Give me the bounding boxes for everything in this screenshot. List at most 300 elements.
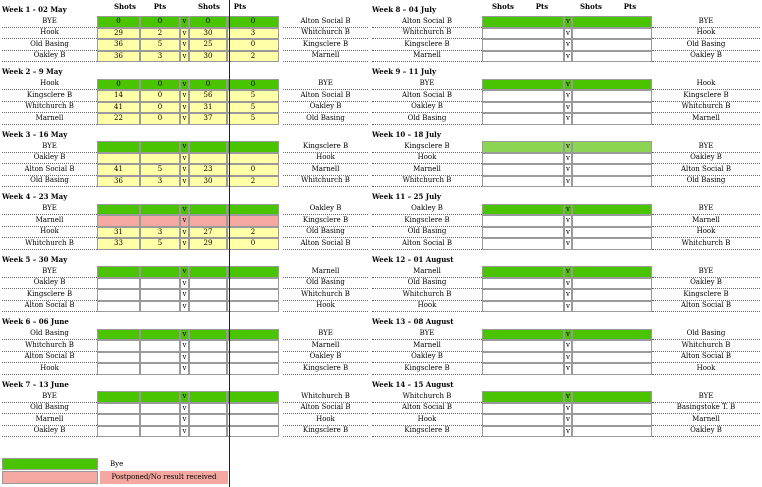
fixture-home-team: Kingsclere B — [372, 141, 482, 153]
versus-marker: v — [180, 164, 189, 176]
fixture-away-team: Hook — [652, 28, 760, 40]
fixture-away-team: Old Basing — [283, 227, 368, 239]
home-points — [140, 426, 180, 438]
fixture-home-team: Oakley B — [2, 278, 97, 290]
fixture-away-team: Oakley B — [652, 51, 760, 63]
home-scores — [482, 153, 564, 165]
away-points: 0 — [227, 79, 279, 91]
home-shots — [97, 340, 140, 352]
versus-marker: v — [180, 16, 189, 28]
versus-marker: v — [564, 238, 572, 250]
fixture-home-team: Old Basing — [372, 113, 482, 125]
home-shots: 22 — [97, 113, 140, 125]
versus-marker: v — [180, 301, 189, 313]
versus-marker: v — [564, 141, 572, 153]
fixture-away-team: Whitchurch B — [283, 391, 368, 403]
versus-marker: v — [180, 102, 189, 114]
away-shots: 25 — [189, 39, 227, 51]
home-scores — [482, 39, 564, 51]
fixture-home-team: Marnell — [2, 113, 97, 125]
fixture-away-team: Whitchurch B — [283, 28, 368, 40]
column-divider-line — [229, 0, 230, 487]
away-shots: 30 — [189, 28, 227, 40]
week-title: Week 9 – 11 July — [372, 67, 437, 76]
versus-marker: v — [180, 266, 189, 278]
home-points — [140, 340, 180, 352]
away-shots: 30 — [189, 176, 227, 188]
away-scores — [572, 363, 652, 375]
fixture-home-team: Whitchurch B — [2, 102, 97, 114]
home-points — [140, 403, 180, 415]
fixture-away-team: Oakley B — [652, 426, 760, 438]
versus-marker: v — [180, 391, 189, 403]
home-scores — [482, 102, 564, 114]
home-scores — [482, 141, 564, 153]
fixture-away-team: Marnell — [652, 414, 760, 426]
fixture-away-team: Whitchurch B — [652, 102, 760, 114]
versus-marker: v — [564, 113, 572, 125]
fixture-home-team: Alton Social B — [2, 352, 97, 364]
fixture-away-team: Whitchurch B — [283, 289, 368, 301]
home-shots — [97, 153, 140, 165]
home-scores — [482, 329, 564, 341]
home-points — [140, 141, 180, 153]
versus-marker: v — [180, 329, 189, 341]
fixture-home-team: Kingsclere B — [2, 289, 97, 301]
away-points — [227, 352, 279, 364]
fixture-home-team: Whitchurch B — [372, 28, 482, 40]
versus-marker: v — [180, 51, 189, 63]
home-shots: 36 — [97, 39, 140, 51]
home-points — [140, 301, 180, 313]
week-title: Week 13 – 08 August — [372, 317, 454, 326]
home-scores — [482, 215, 564, 227]
week-title: Week 5 – 30 May — [2, 254, 68, 264]
fixture-home-team: Hook — [372, 301, 482, 313]
versus-marker: v — [180, 289, 189, 301]
home-points: 0 — [140, 16, 180, 28]
home-shots — [97, 391, 140, 403]
away-scores — [572, 426, 652, 438]
home-shots — [97, 289, 140, 301]
away-shots — [189, 403, 227, 415]
versus-marker: v — [180, 153, 189, 165]
away-scores — [572, 16, 652, 28]
away-points — [227, 153, 279, 165]
home-scores — [482, 266, 564, 278]
away-shots: 31 — [189, 102, 227, 114]
versus-marker: v — [564, 289, 572, 301]
fixture-home-team: Marnell — [372, 266, 482, 278]
away-scores — [572, 289, 652, 301]
home-points: 5 — [140, 164, 180, 176]
fixture-home-team: Kingsclere B — [372, 426, 482, 438]
away-scores — [572, 79, 652, 91]
fixture-home-team: Alton Social B — [372, 238, 482, 250]
fixture-away-team: Whitchurch B — [652, 238, 760, 250]
versus-marker: v — [180, 352, 189, 364]
week-title: Week 8 – 04 July — [372, 4, 437, 14]
fixture-home-team: Hook — [372, 153, 482, 165]
versus-marker: v — [564, 28, 572, 40]
away-shots: 0 — [189, 16, 227, 28]
versus-marker: v — [564, 227, 572, 239]
home-shots — [97, 352, 140, 364]
home-scores — [482, 289, 564, 301]
fixture-away-team: Marnell — [283, 51, 368, 63]
home-scores — [482, 227, 564, 239]
away-shots: 23 — [189, 164, 227, 176]
fixture-home-team: Alton Social B — [372, 90, 482, 102]
fixture-away-team: BYE — [652, 266, 760, 278]
fixture-away-team: Oakley B — [283, 352, 368, 364]
fixture-home-team: BYE — [2, 16, 97, 28]
fixture-home-team: Hook — [372, 414, 482, 426]
fixture-home-team: Oakley B — [2, 153, 97, 165]
home-points — [140, 391, 180, 403]
fixture-home-team: Kingsclere B — [2, 90, 97, 102]
home-points — [140, 329, 180, 341]
fixture-home-team: Alton Social B — [372, 16, 482, 28]
home-points: 3 — [140, 227, 180, 239]
fixture-away-team: Old Basing — [652, 39, 760, 51]
home-scores — [482, 51, 564, 63]
versus-marker: v — [564, 79, 572, 91]
away-points — [227, 266, 279, 278]
fixture-home-team: Alton Social B — [2, 301, 97, 313]
away-shots — [189, 414, 227, 426]
fixture-away-team: Kingsclere B — [283, 426, 368, 438]
away-points: 3 — [227, 28, 279, 40]
fixture-away-team: Alton Social B — [283, 90, 368, 102]
home-shots — [97, 204, 140, 216]
fixture-home-team: Whitchurch B — [2, 340, 97, 352]
column-header-home-shots: Shots — [114, 2, 136, 11]
versus-marker: v — [180, 141, 189, 153]
week-title: Week 4 – 23 May — [2, 192, 68, 201]
versus-marker: v — [180, 39, 189, 51]
home-points: 0 — [140, 102, 180, 114]
legend-bye-label: Bye — [110, 459, 124, 468]
home-points — [140, 278, 180, 290]
home-points: 5 — [140, 238, 180, 250]
home-shots — [97, 278, 140, 290]
home-scores — [482, 363, 564, 375]
fixture-home-team: Hook — [2, 79, 97, 91]
fixture-away-team: Whitchurch B — [283, 176, 368, 188]
away-scores — [572, 176, 652, 188]
week-title: Week 12 – 01 August — [372, 254, 454, 264]
versus-marker: v — [564, 278, 572, 290]
home-points: 3 — [140, 51, 180, 63]
versus-marker: v — [564, 164, 572, 176]
home-shots — [97, 141, 140, 153]
fixture-away-team: Oakley B — [652, 153, 760, 165]
fixture-away-team: Marnell — [652, 113, 760, 125]
fixture-home-team: BYE — [2, 204, 97, 216]
fixture-home-team: Alton Social B — [372, 403, 482, 415]
away-scores — [572, 141, 652, 153]
home-shots: 36 — [97, 51, 140, 63]
column-header-home-pts: Pts — [153, 2, 167, 11]
week-title: Week 6 – 06 June — [2, 317, 69, 326]
fixture-home-team: Oakley B — [372, 352, 482, 364]
versus-marker: v — [564, 102, 572, 114]
away-points: 0 — [227, 16, 279, 28]
away-shots — [189, 329, 227, 341]
home-shots: 0 — [97, 16, 140, 28]
away-points: 2 — [227, 176, 279, 188]
away-scores — [572, 227, 652, 239]
versus-marker: v — [564, 352, 572, 364]
fixture-away-team: Alton Social B — [283, 16, 368, 28]
away-shots — [189, 153, 227, 165]
home-scores — [482, 238, 564, 250]
fixture-home-team: BYE — [2, 391, 97, 403]
versus-marker: v — [180, 204, 189, 216]
fixture-home-team: Marnell — [372, 51, 482, 63]
home-scores — [482, 164, 564, 176]
versus-marker: v — [180, 113, 189, 125]
fixture-away-team: Marnell — [283, 164, 368, 176]
versus-marker: v — [564, 329, 572, 341]
away-shots — [189, 278, 227, 290]
column-header-away-pts: Pts — [233, 2, 247, 11]
fixture-home-team: Old Basing — [2, 329, 97, 341]
home-scores — [482, 414, 564, 426]
fixture-home-team: Hook — [2, 363, 97, 375]
fixture-away-team: Marnell — [283, 340, 368, 352]
fixture-away-team: Old Basing — [652, 329, 760, 341]
home-points — [140, 204, 180, 216]
versus-marker: v — [180, 278, 189, 290]
fixture-home-team: Marnell — [372, 164, 482, 176]
fixture-home-team: Hook — [2, 28, 97, 40]
fixture-away-team: Alton Social B — [283, 403, 368, 415]
versus-marker: v — [564, 204, 572, 216]
fixture-home-team: Oakley B — [2, 426, 97, 438]
away-shots: 27 — [189, 227, 227, 239]
fixture-away-team: Kingsclere B — [283, 141, 368, 153]
fixture-away-team: Old Basing — [283, 278, 368, 290]
home-scores — [482, 301, 564, 313]
fixture-home-team: Kingsclere B — [372, 215, 482, 227]
away-points: 0 — [227, 39, 279, 51]
away-points: 5 — [227, 102, 279, 114]
away-points — [227, 414, 279, 426]
fixture-away-team: Hook — [652, 79, 760, 91]
fixture-home-team: Kingsclere B — [372, 363, 482, 375]
away-shots: 30 — [189, 51, 227, 63]
home-shots: 0 — [97, 79, 140, 91]
away-scores — [572, 215, 652, 227]
away-scores — [572, 340, 652, 352]
versus-marker: v — [564, 301, 572, 313]
week-title: Week 2 – 9 May — [2, 67, 63, 76]
home-points: 2 — [140, 28, 180, 40]
fixture-away-team: Oakley B — [283, 204, 368, 216]
home-points: 0 — [140, 90, 180, 102]
fixture-home-team: Alton Social B — [2, 164, 97, 176]
away-points: 2 — [227, 227, 279, 239]
home-scores — [482, 340, 564, 352]
home-points — [140, 215, 180, 227]
away-scores — [572, 403, 652, 415]
away-shots — [189, 301, 227, 313]
versus-marker: v — [180, 340, 189, 352]
fixture-home-team: Old Basing — [372, 278, 482, 290]
fixture-home-team: Marnell — [2, 215, 97, 227]
legend-postponed-swatch — [2, 471, 98, 484]
versus-marker: v — [564, 39, 572, 51]
away-shots — [189, 352, 227, 364]
away-shots: 29 — [189, 238, 227, 250]
away-points — [227, 426, 279, 438]
column-header-away-shots-2: Shots — [580, 2, 602, 11]
week-title: Week 10 – 18 July — [372, 129, 441, 139]
column-header-away-pts-2: Pts — [623, 2, 637, 11]
fixture-away-team: BYE — [283, 329, 368, 341]
fixture-away-team: Hook — [283, 301, 368, 313]
away-shots — [189, 289, 227, 301]
home-shots — [97, 414, 140, 426]
home-scores — [482, 113, 564, 125]
away-scores — [572, 164, 652, 176]
home-points — [140, 363, 180, 375]
fixture-away-team: Alton Social B — [652, 164, 760, 176]
away-scores — [572, 278, 652, 290]
versus-marker: v — [180, 363, 189, 375]
fixture-away-team: Marnell — [283, 266, 368, 278]
home-shots: 41 — [97, 102, 140, 114]
legend-bye-swatch — [2, 458, 98, 470]
fixture-away-team: BYE — [652, 391, 760, 403]
away-shots — [189, 426, 227, 438]
home-shots — [97, 426, 140, 438]
fixture-away-team: Oakley B — [283, 102, 368, 114]
versus-marker: v — [180, 176, 189, 188]
fixture-home-team: Oakley B — [372, 204, 482, 216]
fixture-home-team: Whitchurch B — [372, 391, 482, 403]
home-shots — [97, 363, 140, 375]
away-scores — [572, 28, 652, 40]
home-scores — [482, 79, 564, 91]
fixture-home-team: Whitchurch B — [372, 176, 482, 188]
away-scores — [572, 90, 652, 102]
home-scores — [482, 426, 564, 438]
home-points — [140, 414, 180, 426]
fixture-away-team: Alton Social B — [652, 352, 760, 364]
away-scores — [572, 51, 652, 63]
versus-marker: v — [564, 403, 572, 415]
fixture-away-team: Old Basing — [652, 176, 760, 188]
away-scores — [572, 329, 652, 341]
fixture-away-team: Old Basing — [283, 113, 368, 125]
fixture-home-team: Whitchurch B — [2, 238, 97, 250]
versus-marker: v — [564, 51, 572, 63]
week-title: Week 11 – 25 July — [372, 192, 441, 201]
versus-marker: v — [180, 403, 189, 415]
fixture-home-team: Oakley B — [2, 51, 97, 63]
fixture-away-team: Kingsclere B — [652, 289, 760, 301]
home-points: 5 — [140, 39, 180, 51]
away-points — [227, 278, 279, 290]
fixture-away-team: Hook — [652, 227, 760, 239]
home-points: 0 — [140, 79, 180, 91]
home-shots: 36 — [97, 176, 140, 188]
home-points — [140, 266, 180, 278]
away-points: 0 — [227, 238, 279, 250]
fixture-home-team: BYE — [372, 79, 482, 91]
away-points — [227, 403, 279, 415]
away-shots: 0 — [189, 79, 227, 91]
fixture-home-team: Marnell — [2, 414, 97, 426]
fixture-away-team: Basingstoke T. B — [652, 403, 760, 415]
away-scores — [572, 238, 652, 250]
away-shots — [189, 215, 227, 227]
versus-marker: v — [564, 340, 572, 352]
away-scores — [572, 39, 652, 51]
home-scores — [482, 28, 564, 40]
fixture-home-team: Hook — [2, 227, 97, 239]
away-points — [227, 289, 279, 301]
away-shots — [189, 204, 227, 216]
home-points: 0 — [140, 113, 180, 125]
fixture-home-team: Old Basing — [2, 176, 97, 188]
away-shots: 37 — [189, 113, 227, 125]
home-scores — [482, 391, 564, 403]
column-header-home-pts-2: Pts — [535, 2, 549, 11]
home-points — [140, 153, 180, 165]
home-scores — [482, 176, 564, 188]
away-scores — [572, 102, 652, 114]
away-scores — [572, 153, 652, 165]
versus-marker: v — [564, 363, 572, 375]
home-shots — [97, 403, 140, 415]
away-scores — [572, 204, 652, 216]
home-shots — [97, 215, 140, 227]
home-points — [140, 352, 180, 364]
versus-marker: v — [564, 391, 572, 403]
versus-marker: v — [564, 414, 572, 426]
home-shots — [97, 301, 140, 313]
versus-marker: v — [180, 215, 189, 227]
versus-marker: v — [564, 16, 572, 28]
versus-marker: v — [180, 79, 189, 91]
fixture-home-team: BYE — [372, 329, 482, 341]
fixture-away-team: Alton Social B — [652, 301, 760, 313]
home-scores — [482, 278, 564, 290]
fixture-home-team: Kingsclere B — [372, 39, 482, 51]
away-points — [227, 141, 279, 153]
week-title: Week 7 – 13 June — [2, 379, 69, 389]
column-header-away-shots: Shots — [198, 2, 220, 11]
home-scores — [482, 90, 564, 102]
fixture-away-team: Oakley B — [652, 278, 760, 290]
fixture-away-team: Kingsclere B — [652, 90, 760, 102]
home-points — [140, 289, 180, 301]
home-shots — [97, 266, 140, 278]
fixture-home-team: Old Basing — [372, 227, 482, 239]
away-points: 2 — [227, 51, 279, 63]
home-scores — [482, 16, 564, 28]
fixture-away-team: Kingsclere B — [283, 215, 368, 227]
away-shots — [189, 266, 227, 278]
fixture-away-team: Whitchurch B — [652, 340, 760, 352]
week-title: Week 3 – 16 May — [2, 129, 68, 139]
fixture-home-team: Whitchurch B — [372, 289, 482, 301]
away-points — [227, 329, 279, 341]
